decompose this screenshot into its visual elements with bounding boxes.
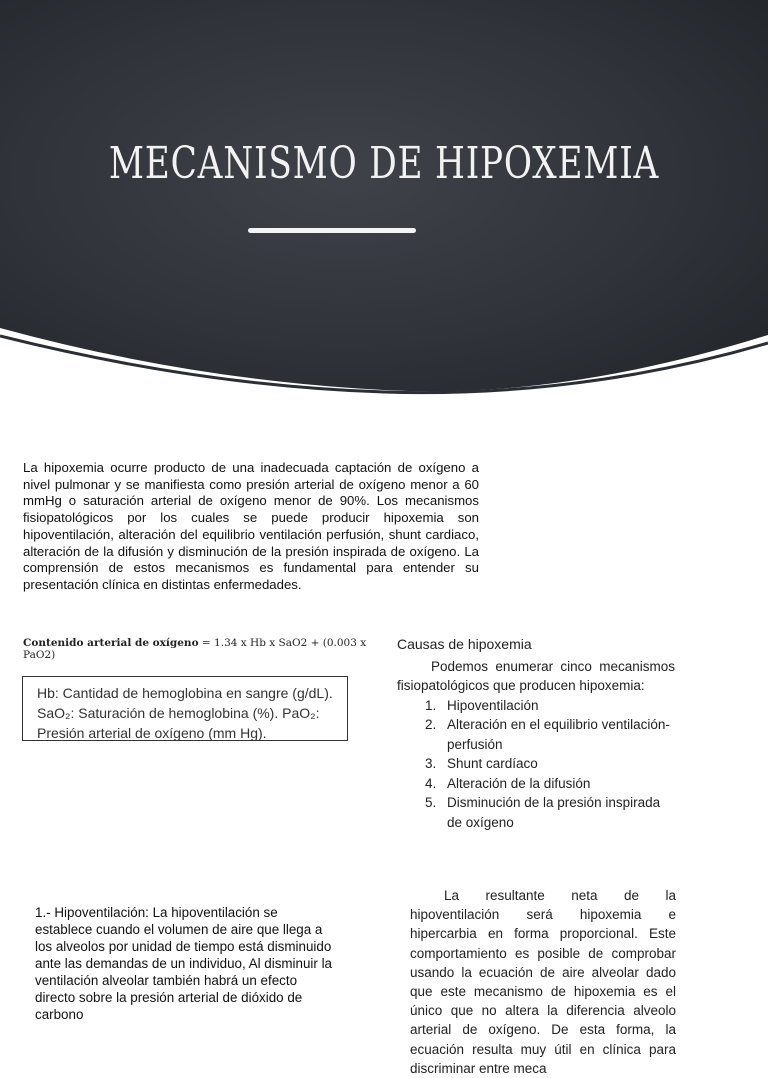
list-item-number: 2. [425, 717, 437, 732]
list-item [425, 754, 675, 774]
list-item [425, 774, 675, 794]
header-banner [0, 0, 768, 400]
list-item [425, 715, 675, 754]
list-item-number: 1. [425, 697, 437, 713]
formula-label: Contenido arterial de oxígeno [23, 637, 199, 649]
list-item-number: 3. [425, 756, 437, 771]
list-item-label: Hipoventilación [447, 697, 539, 713]
hipoventilacion-paragraph: 1.- Hipoventilación: La hipoventilación se establece cuando el volumen de aire que llega a los alveolos por unidad de tiempo está disminuido ante las demandas de un individuo, Al disminuir la ventilación alveolar también habrá un efecto directo sobre la presión arterial de dióxido de carbono [35, 905, 333, 1022]
resultante-paragraph: La resultante neta de la hipoventilación será hipoxemia e hipercarbia en forma proporcional. Este comportamiento es posible de comprobar usando la ecuación de aire alveolar dado que este mecanismo de hipoxemia es el único que no altera la diferencia alveolo arterial de oxígeno. De esta forma, la ecuación resulta muy útil en clínica para discriminar entre meca [410, 888, 676, 1076]
list-item-label: Disminución de la presión inspirada de oxígeno [447, 795, 661, 830]
list-item [425, 696, 675, 716]
list-item [425, 793, 675, 832]
causes-heading: Causas de hipoxemia [397, 636, 532, 652]
list-item-label: Alteración en el equilibrio ventilación-perfusión [447, 717, 670, 752]
list-item-number: 5. [425, 795, 437, 810]
list-item-label: Shunt cardíaco [447, 756, 538, 771]
formula-expression: = 1.34 x Hb x SaO2 + (0.003 x PaO2) [23, 637, 367, 661]
intro-paragraph: La hipoxemia ocurre producto de una inadecuada captación de oxígeno a nivel pulmonar y se manifiesta como presión arterial de oxígeno menor a 60 mmHg o saturación arterial de oxígeno menor de 90%. Los mecanismos fisiopatológicos por los cuales se puede producir hipoxemia son hipoventilación, alteración del equilibrio ventilación perfusión, shunt cardiaco, alteración de la difusión y disminución de la presión inspirada de oxígeno. La comprensión de estos mecanismos es fundamental para entender su presentación clínica en distintas enfermedades. [23, 460, 479, 592]
list-item-label: Alteración de la difusión [447, 775, 591, 791]
causes-lead: Podemos enumerar cinco mecanismos fisiopatológicos que producen hipoxemia: [397, 658, 675, 693]
page-title: MECANISMO DE HIPOXEMIA [108, 138, 660, 189]
definitions-box: Hb: Cantidad de hemoglobina en sangre (g/dL). SaO₂: Saturación de hemoglobina (%). PaO₂: Presión arterial de oxígeno (mm Hg). [22, 676, 348, 741]
causes-list [397, 696, 675, 833]
title-underline [248, 228, 416, 233]
header-background [0, 0, 768, 400]
list-item-number: 4. [425, 775, 437, 791]
formula [23, 637, 383, 661]
causes-section [397, 635, 675, 832]
